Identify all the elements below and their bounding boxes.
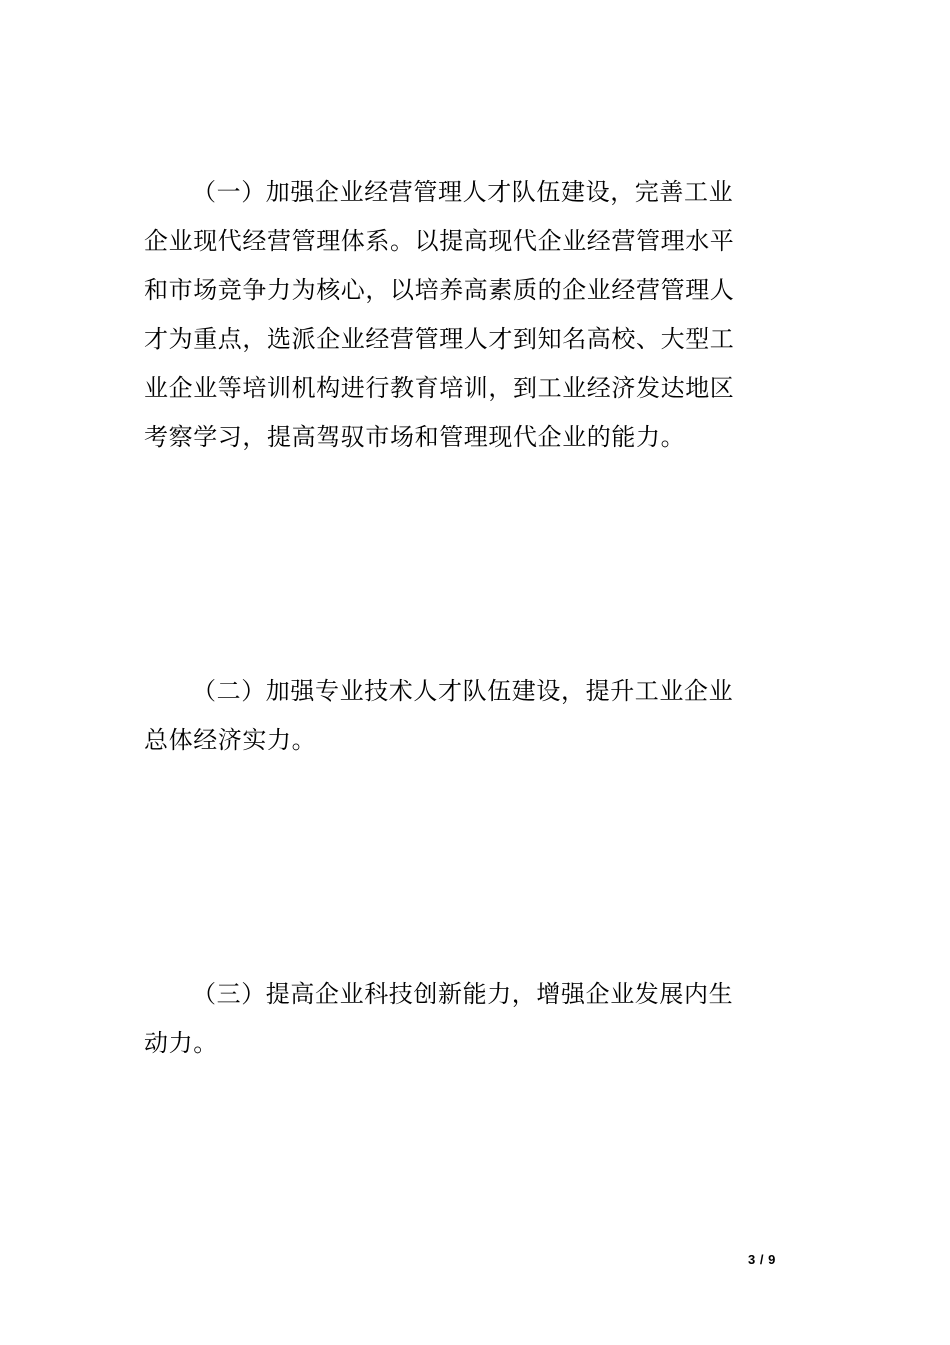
paragraph-3: （三）提高企业科技创新能力，增强企业发展内生动力。 bbox=[144, 980, 734, 1057]
paragraph-1: （一）加强企业经营管理人才队伍建设，完善工业企业现代经营管理体系。以提高现代企业经营管理水平和市场竞争力为核心，以培养高素质的企业经营管理人才为重点，选派企业经营管理人才到知名高校、大型工业企业等培训机构进行教育培训，到工业经济发达地区考察学习，提高驾驭市场和管理现代企业的能力。 bbox=[144, 178, 735, 451]
paragraph-2: （二）加强专业技术人才队伍建设，提升工业企业总体经济实力。 bbox=[144, 677, 734, 754]
page-number: 3 / 9 bbox=[748, 1252, 776, 1267]
